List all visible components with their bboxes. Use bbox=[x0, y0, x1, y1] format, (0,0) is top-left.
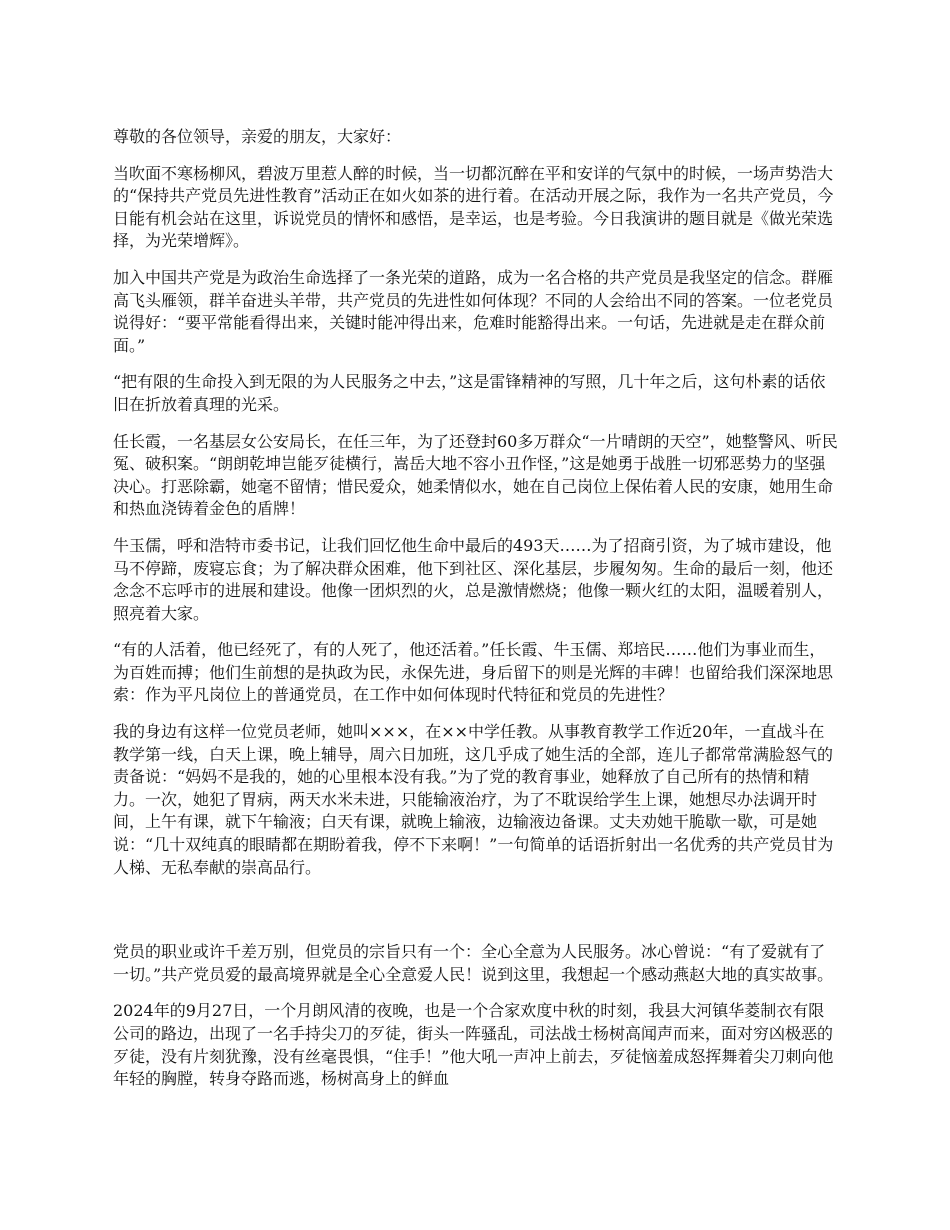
belief-paragraph: 加入中国共产党是为政治生命选择了一条光荣的道路，成为一名合格的共产党员是我坚定的信念。群雁高飞头雁领，群羊奋进头羊带，共产党员的先进性如何体现？不同的人会给出不同的答案。一位老党员说得好：“要平常能看得出来，关键时能冲得出来，危难时能豁得出来。一句话，先进就是走在群众前面。” bbox=[113, 267, 834, 355]
intro-paragraph: 当吹面不寒杨柳风，碧波万里惹人醉的时候，当一切都沉醉在平和安详的气氛中的时候，一场声势浩大的“保持共产党员先进性教育”活动正在如火如茶的进行着。在活动开展之际，我作为一名共产党员，今日能有机会站在这里，诉说党员的情怀和感悟，是幸运，也是考验。今日我演讲的题目就是《做光荣选择，为光荣增辉》。 bbox=[113, 163, 834, 251]
purpose-paragraph: 党员的职业或许千差万别，但党员的宗旨只有一个：全心全意为人民服务。冰心曾说：“有了爱就有了一切。”共产党员爱的最高境界就是全心全意爱人民！说到这里，我想起一个感动燕赵大地的真实故事。 bbox=[113, 942, 834, 984]
paragraph-gap bbox=[113, 893, 840, 941]
leifeng-paragraph: “把有限的生命投入到无限的为人民服务之中去，”这是雷锋精神的写照，几十年之后，这句朴素的话依旧在折放着真理的光采。 bbox=[113, 372, 826, 414]
niuyuru-paragraph: 牛玉儒，呼和浩特市委书记，让我们回忆他生命中最后的493天……为了招商引资，为了城市建设，他马不停蹄，废寝忘食；为了解决群众困难，他下到社区、深化基层，步履匆匆。生命的最后一刻，他还念念不忘呼市的进展和建设。他像一团炽烈的火，总是激情燃烧；他像一颗火红的太阳，温暖着别人，照亮着大家。 bbox=[113, 535, 834, 623]
story-paragraph: 2024年的9月27日，一个月朗风清的夜晚，也是一个合家欢度中秋的时刻，我县大河镇华菱制衣有限公司的路边，出现了一名手持尖刀的歹徒，街头一阵骚乱，司法战士杨树高闻声而来，面对穷凶极恶的歹徒，没有片刻犹豫，没有丝毫畏惧，“住手！”他大吼一声冲上前去，歹徒恼羞成怒挥舞着尖刀刺向他年轻的胸膛，转身夺路而逃，杨树高身上的鲜血 bbox=[113, 1001, 834, 1089]
teacher-paragraph: 我的身边有这样一位党员老师，她叫×××，在××中学任教。从事教育教学工作近20年，一直战斗在教学第一线，白天上课，晚上辅导，周六日加班，这几乎成了她生活的全部，连儿子都常常满脸怒气的责备说：“妈妈不是我的，她的心里根本没有我。”为了党的教育事业，她释放了自己所有的热情和精力。一次，她犯了胃病，两天水米未进，只能输液治疗，为了不耽误给学生上课，她想尽办法调开时间，上午有课，就下午输液；白天有课，就晚上输液，边输液边备课。丈夫劝她干脆歇一歇，可是她说：“几十双纯真的眼睛都在期盼着我，停不下来啊！”一句简单的话语折射出一名优秀的共产党员甘为人梯、无私奉献的崇高品行。 bbox=[113, 722, 834, 877]
renchangxia-paragraph: 任长霞，一名基层女公安局长，在任三年，为了还登封60多万群众“一片晴朗的天空”，她整警风、听民冤、破积案。“朗朗乾坤岂能歹徒横行，嵩岳大地不容小丑作怪，”这是她勇于战胜一切邪恶势力的坚强决心。打恶除霸，她毫不留情；惜民爱众，她柔情似水，她在自己岗位上保佑着人民的安康，她用生命和热血浇铸着金色的盾牌！ bbox=[113, 431, 838, 519]
document-body bbox=[113, 126, 840, 1105]
reflection-paragraph: “有的人活着，他已经死了，有的人死了，他还活着。”任长霞、牛玉儒、郑培民……他们为事业而生，为百姓而搏；他们生前想的是执政为民，永保先进，身后留下的则是光辉的丰碑！也留给我们深深地思索：作为平凡岗位上的普通党员，在工作中如何体现时代特征和党员的先进性？ bbox=[113, 640, 834, 705]
greeting-paragraph: 尊敬的各位领导，亲爱的朋友，大家好： bbox=[113, 127, 402, 146]
